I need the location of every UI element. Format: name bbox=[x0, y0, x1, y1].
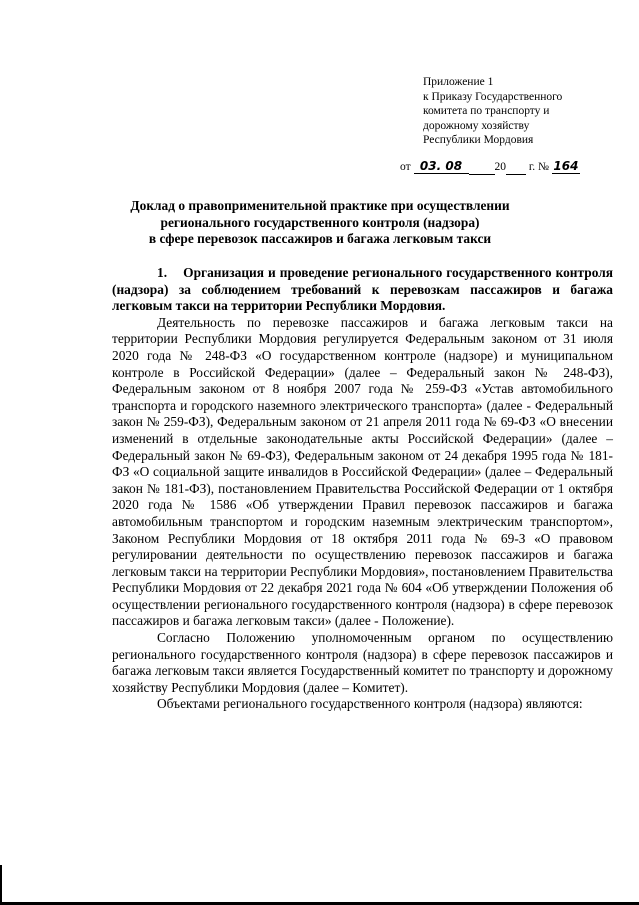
handwritten-order-number: 164 bbox=[553, 159, 579, 173]
appendix-line: дорожному хозяйству bbox=[423, 119, 530, 132]
document-body bbox=[112, 265, 617, 713]
paragraph: Деятельность по перевозке пассажиров и багажа легковым такси на территории Республики Мордовия регулируется Федеральным законом от 31 июля 2020 года № 248-ФЗ «О государственном контроле (надзоре) и муниципальном контроле в Российской Федерации» (далее – Федеральный закон № 248-ФЗ), Федеральным законом от 8 ноября 2007 года № 259-ФЗ «Устав автомобильного транспорта и городского наземного электрического транспорта» (далее - Федеральный закон № 259-ФЗ), Федеральным законом от 21 апреля 2011 года № 69-ФЗ «О внесении изменений в отдельные законодательные акты Российской Федерации» (далее – Федеральный закон № 69-ФЗ), Федеральным законом от 24 декабря 1995 года № 181-ФЗ «О социальной защите инвалидов в Российской Федерации» (далее – Федеральный закон № 181-ФЗ), постановлением Правительства Российской Федерации от 1 октября 2020 года № 1586 «Об утверждении Правил перевозок пассажиров и багажа автомобильным транспортом и городским наземным электрическим транспортом», Законом Республики Мордовия от 18 октября 2011 года № 69-З «О правовом регулировании деятельности по осуществлению перевозок пассажиров и багажа легковым такси на территории Республики Мордовия», постановлением Правительства Республики Мордовия от 22 декабря 2021 года № 604 «Об утверждении Положения об осуществлении регионального государственного контроля (надзора) в сфере перевозок пассажиров и багажа легковым такси» (далее - Положение). bbox=[112, 314, 613, 629]
paragraph: Согласно Положению уполномоченным органом по осуществлению регионального государственного контроля (надзора) в сфере перевозок пассажиров и багажа легковым такси является Государственный комитет по транспорту и дорожному хозяйству Республики Мордовия (далее – Комитет). bbox=[112, 630, 613, 695]
handwritten-date: 03. 08 bbox=[414, 160, 469, 174]
appendix-line: Республики Мордовия bbox=[423, 134, 534, 147]
paragraph: Объектами регионального государственного контроля (надзора) являются: bbox=[157, 696, 583, 712]
title-line: Доклад о правоприменительной практике при осуществлении bbox=[130, 198, 510, 213]
number-label: г. № bbox=[528, 161, 550, 173]
section-heading: 1. Организация и проведение регионального государственного контроля (надзора) за соблюдением требований к перевозкам пассажиров и багажа легковым такси на территории Республики Мордовия. bbox=[112, 265, 617, 314]
title-line: регионального государственного контроля (надзора) bbox=[160, 214, 480, 230]
appendix-line: Приложение 1 bbox=[423, 76, 494, 88]
appendix-line: к Приказу Государственного bbox=[423, 90, 563, 103]
title-line: в сфере перевозок пассажиров и багажа легковым такси bbox=[148, 231, 492, 246]
appendix-block bbox=[423, 75, 623, 148]
order-date-line bbox=[400, 160, 580, 175]
year-prefix: 20 bbox=[494, 161, 506, 173]
appendix-line: комитета по транспорту и bbox=[423, 105, 550, 118]
date-prefix: от bbox=[400, 161, 411, 173]
scan-edge-left bbox=[0, 865, 2, 905]
document-title bbox=[110, 198, 530, 248]
